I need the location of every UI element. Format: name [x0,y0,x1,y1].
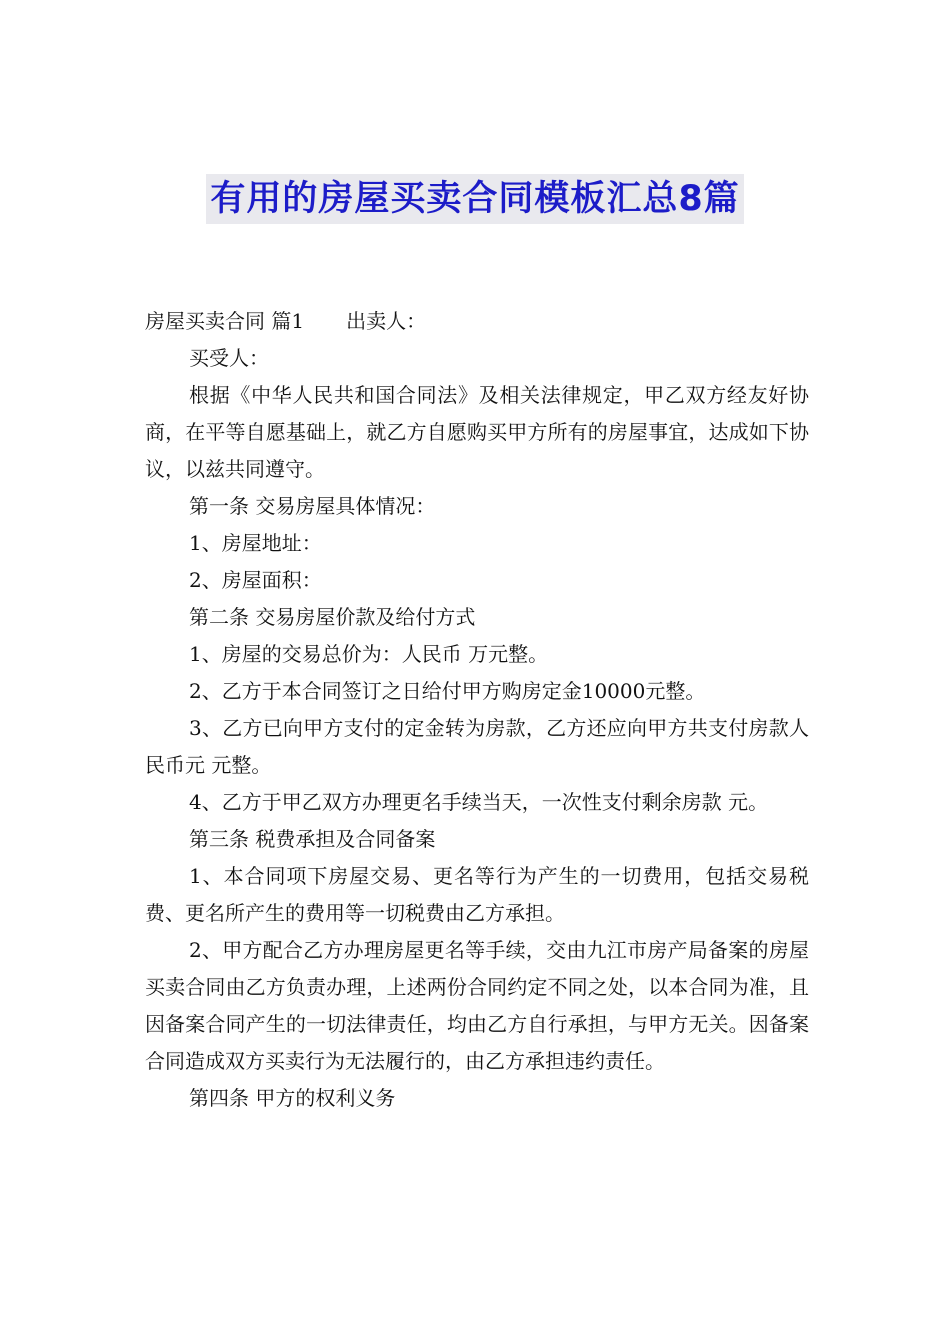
document-body [145,303,809,1117]
paragraph: 根据《中华人民共和国合同法》及相关法律规定，甲乙双方经友好协商，在平等自愿基础上，就乙方自愿购买甲方所有的房屋事宜，达成如下协议，以兹共同遵守。 [145,383,809,481]
paragraph: 第三条 税费承担及合同备案 [189,827,436,851]
section-heading-line [145,303,809,340]
document-title [0,174,950,224]
seller-label: 出卖人： [346,309,427,333]
paragraph: 第一条 交易房屋具体情况： [189,494,436,518]
paragraph: 2、房屋面积： [189,568,322,592]
paragraph: 第四条 甲方的权利义务 [189,1086,396,1110]
paragraph: 买受人： [189,346,269,370]
paragraph: 1、房屋的交易总价为：人民币 万元整。 [189,642,549,666]
paragraph: 2、乙方于本合同签订之日给付甲方购房定金10000元整。 [189,679,706,703]
paragraph: 1、本合同项下房屋交易、更名等行为产生的一切费用，包括交易税费、更名所产生的费用等一切税费由乙方承担。 [145,864,809,925]
paragraph: 2、甲方配合乙方办理房屋更名等手续，交由九江市房产局备案的房屋买卖合同由乙方负责办理，上述两份合同约定不同之处，以本合同为准，且因备案合同产生的一切法律责任，均由乙方自行承担，与甲方无关。因备案合同造成双方买卖行为无法履行的，由乙方承担违约责任。 [145,938,809,1073]
paragraph: 4、乙方于甲乙双方办理更名手续当天，一次性支付剩余房款 元。 [189,790,769,814]
document-title-text: 有用的房屋买卖合同模板汇总8篇 [206,174,743,224]
paragraph: 1、房屋地址： [189,531,322,555]
section-heading: 房屋买卖合同 篇1 [145,309,305,333]
paragraph: 3、乙方已向甲方支付的定金转为房款，乙方还应向甲方共支付房款人民币元 元整。 [145,716,809,777]
paragraph: 第二条 交易房屋价款及给付方式 [189,605,476,629]
